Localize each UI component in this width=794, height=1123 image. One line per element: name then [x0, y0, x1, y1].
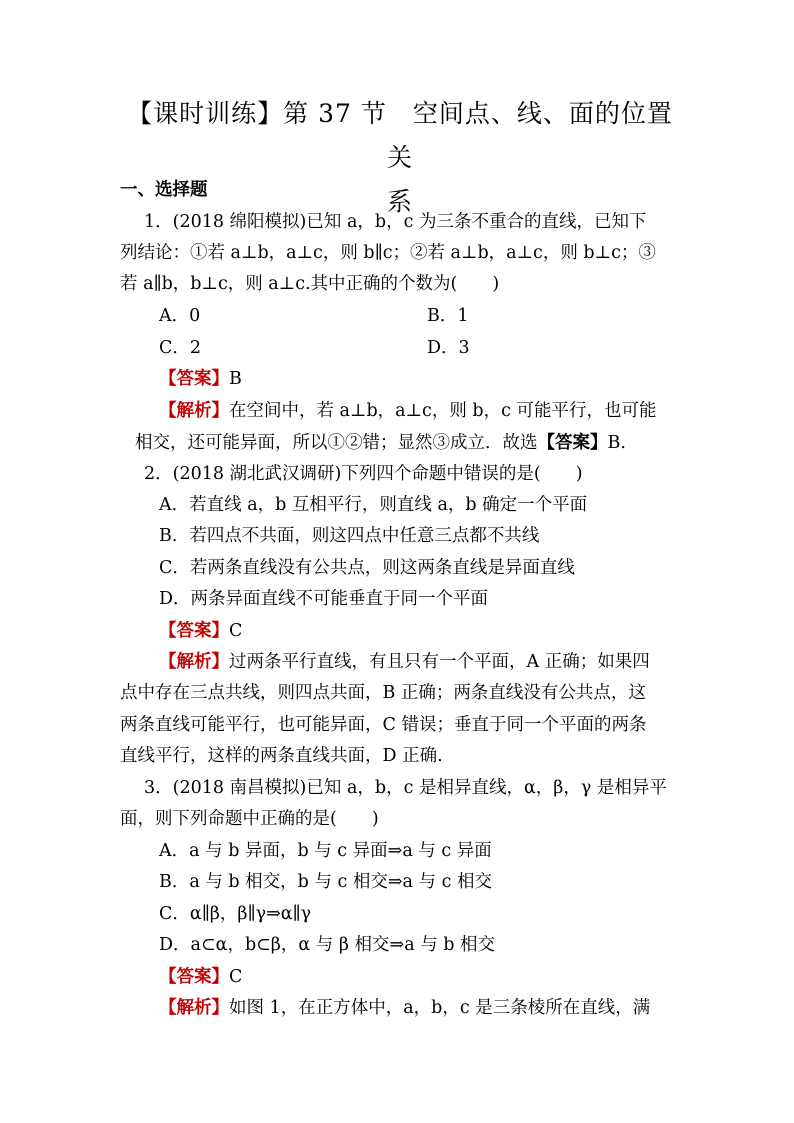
- q2-option-b: B．若四点不共面，则这四点中任意三点都不共线: [159, 526, 540, 546]
- q1-option-c: C．2: [159, 338, 202, 358]
- page-title: [120, 92, 680, 224]
- q1-option-d: D．3: [427, 338, 470, 358]
- q1-line-1: 1．(2018 绵阳模拟)已知 a，b，c 为三条不重合的直线，已知下: [144, 212, 647, 232]
- q1-line-2: 列结论：①若 a⊥b，a⊥c，则 b∥c；②若 a⊥b，a⊥c，则 b⊥c；③: [120, 243, 656, 263]
- q1-line-3: 若 a∥b，b⊥c，则 a⊥c.其中正确的个数为( ): [120, 274, 500, 294]
- answer-label: 【答案】: [159, 967, 229, 987]
- q1-answer: [159, 367, 242, 391]
- q2-analysis-line-4: 直线平行，这样的两条直线共面，D 正确.: [120, 746, 443, 766]
- q1-analysis-line-2: [135, 431, 626, 455]
- q1-analysis-tail: B.: [607, 433, 626, 453]
- analysis-label: 【解析】: [159, 998, 229, 1018]
- q3-answer: [159, 965, 242, 989]
- section-heading: 一、选择题: [120, 180, 208, 200]
- q3-line-1: 3．(2018 南昌模拟)已知 a，b，c 是相异直线，α，β，γ 是相异平: [144, 778, 667, 798]
- title-line-1: 【课时训练】第 37 节 空间点、线、面的位置关: [127, 99, 673, 172]
- q1-option-a: A．0: [159, 306, 201, 326]
- answer-label-inline: 【答案】: [537, 433, 608, 453]
- q3-option-c: C．α∥β，β∥γ⇒α∥γ: [159, 904, 312, 924]
- title-line-2: 系: [386, 187, 413, 216]
- q3-line-2: 面，则下列命题中正确的是( ): [120, 809, 379, 829]
- q2-answer: [159, 619, 242, 643]
- q2-option-d: D．两条异面直线不可能垂直于同一个平面: [159, 589, 489, 609]
- q3-option-b: B．a 与 b 相交，b 与 c 相交⇒a 与 c 相交: [159, 872, 492, 892]
- q2-analysis-line-2: 点中存在三点共线，则四点共面，B 正确；两条直线没有公共点，这: [120, 683, 646, 703]
- answer-label: 【答案】: [159, 369, 229, 389]
- q2-answer-value: C: [229, 621, 243, 641]
- q2-option-c: C．若两条直线没有公共点，则这两条直线是异面直线: [159, 558, 575, 578]
- analysis-label: 【解析】: [159, 652, 229, 672]
- q1-option-b: B．1: [427, 306, 469, 326]
- analysis-label: 【解析】: [159, 401, 229, 421]
- q2-option-a: A．若直线 a，b 互相平行，则直线 a，b 确定一个平面: [159, 495, 588, 515]
- q2-analysis-line-1: [159, 650, 650, 674]
- q1-analysis-text-2: 相交，还可能异面，所以①②错；显然③成立．故选: [135, 433, 538, 453]
- q2-line-1: 2．(2018 湖北武汉调研)下列四个命题中错误的是( ): [144, 464, 583, 484]
- q1-answer-value: B: [229, 369, 242, 389]
- q2-analysis-line-3: 两条直线可能平行，也可能异面，C 错误；垂直于同一个平面的两条: [120, 715, 647, 735]
- answer-label: 【答案】: [159, 621, 229, 641]
- q1-analysis-line-1: [159, 399, 656, 423]
- q2-analysis-text-1: 过两条平行直线，有且只有一个平面，A 正确；如果四: [229, 652, 650, 672]
- q3-analysis-line-1: [159, 996, 650, 1020]
- q3-analysis-text-1: 如图 1，在正方体中，a，b，c 是三条棱所在直线，满: [229, 998, 651, 1018]
- q1-analysis-text-1: 在空间中，若 a⊥b，a⊥c，则 b，c 可能平行，也可能: [229, 401, 657, 421]
- q3-answer-value: C: [229, 967, 243, 987]
- q3-option-a: A．a 与 b 异面，b 与 c 异面⇒a 与 c 异面: [159, 841, 492, 861]
- q3-option-d: D．a⊂α，b⊂β，α 与 β 相交⇒a 与 b 相交: [159, 935, 496, 955]
